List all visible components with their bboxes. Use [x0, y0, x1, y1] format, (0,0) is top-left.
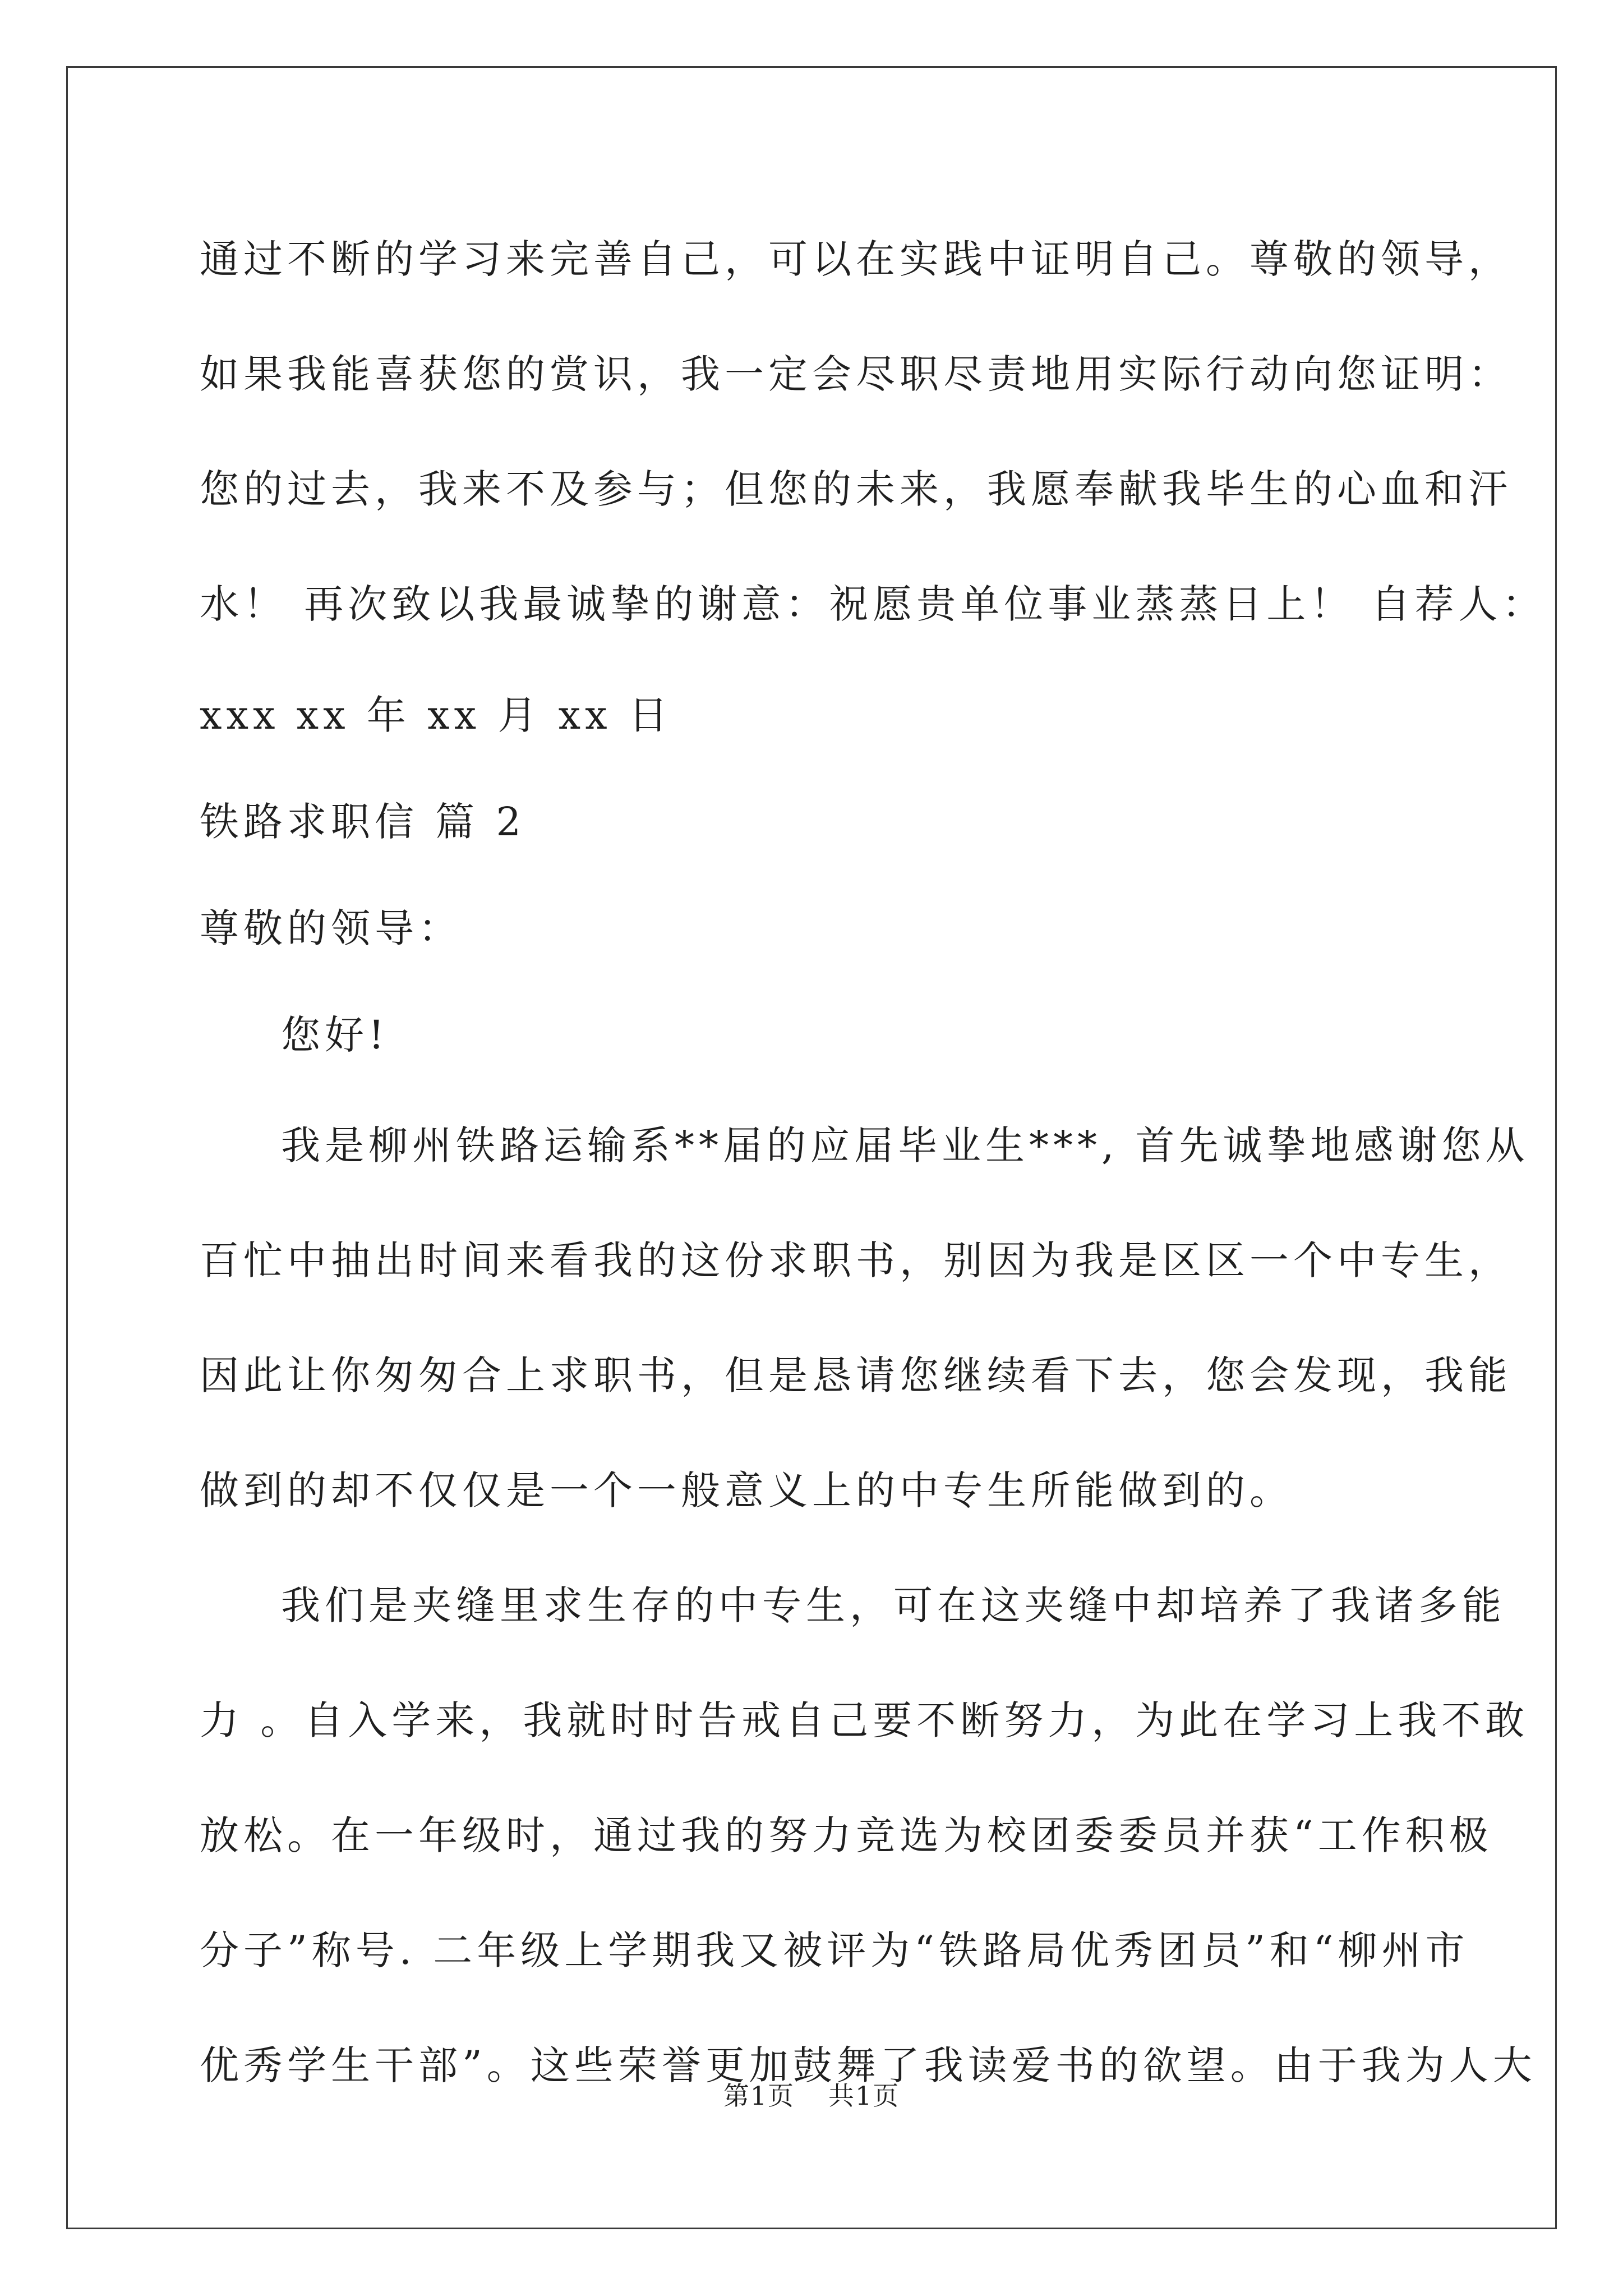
paragraph-line: 水！ 再次致以我最诚挚的谢意：祝愿贵单位事业蒸蒸日上！ 自荐人：: [200, 581, 1546, 627]
paragraph-line: 我们是夹缝里求生存的中专生，可在这夹缝中却培养了我诸多能: [281, 1582, 1506, 1628]
paragraph-line: 如果我能喜获您的赏识，我一定会尽职尽责地用实际行动向您证明：: [200, 351, 1512, 397]
paragraph-line: 放松。在一年级时，通过我的努力竞选为校团委委员并获“工作积极: [200, 1812, 1493, 1858]
signature-date: xxx xx 年 xx 月 xx 日: [200, 692, 672, 738]
section-heading: 铁路求职信 篇 2: [200, 799, 526, 845]
greeting: 您好!: [281, 1012, 389, 1058]
paragraph-line: 我是柳州铁路运输系**届的应届毕业生***, 首先诚挚地感谢您从: [281, 1122, 1529, 1168]
page-footer: [0, 2076, 1623, 2113]
page-total: 共1页: [828, 2081, 900, 2111]
paragraph-line: 通过不断的学习来完善自己，可以在实践中证明自己。尊敬的领导，: [200, 236, 1512, 282]
paragraph-line: 优秀学生干部”。这些荣誉更加鼓舞了我读爱书的欲望。由于我为人大: [200, 2042, 1537, 2088]
paragraph-line: 分子”称号. 二年级上学期我又被评为“铁路局优秀团员”和“柳州市: [200, 1927, 1469, 1973]
paragraph-line: 您的过去，我来不及参与；但您的未来，我愿奉献我毕生的心血和汗: [200, 466, 1512, 512]
salutation: 尊敬的领导：: [200, 905, 462, 951]
paragraph-line: 力 。自入学来，我就时时告戒自己要不断努力，为此在学习上我不敢: [200, 1697, 1529, 1743]
page-number: 第1页: [723, 2081, 795, 2111]
paragraph-line: 做到的却不仅仅是一个一般意义上的中专生所能做到的。: [200, 1467, 1293, 1513]
document-body: [200, 202, 1546, 2123]
paragraph-line: 因此让你匆匆合上求职书，但是恳请您继续看下去，您会发现，我能: [200, 1352, 1512, 1398]
paragraph-line: 百忙中抽出时间来看我的这份求职书，别因为我是区区一个中专生，: [200, 1237, 1512, 1283]
